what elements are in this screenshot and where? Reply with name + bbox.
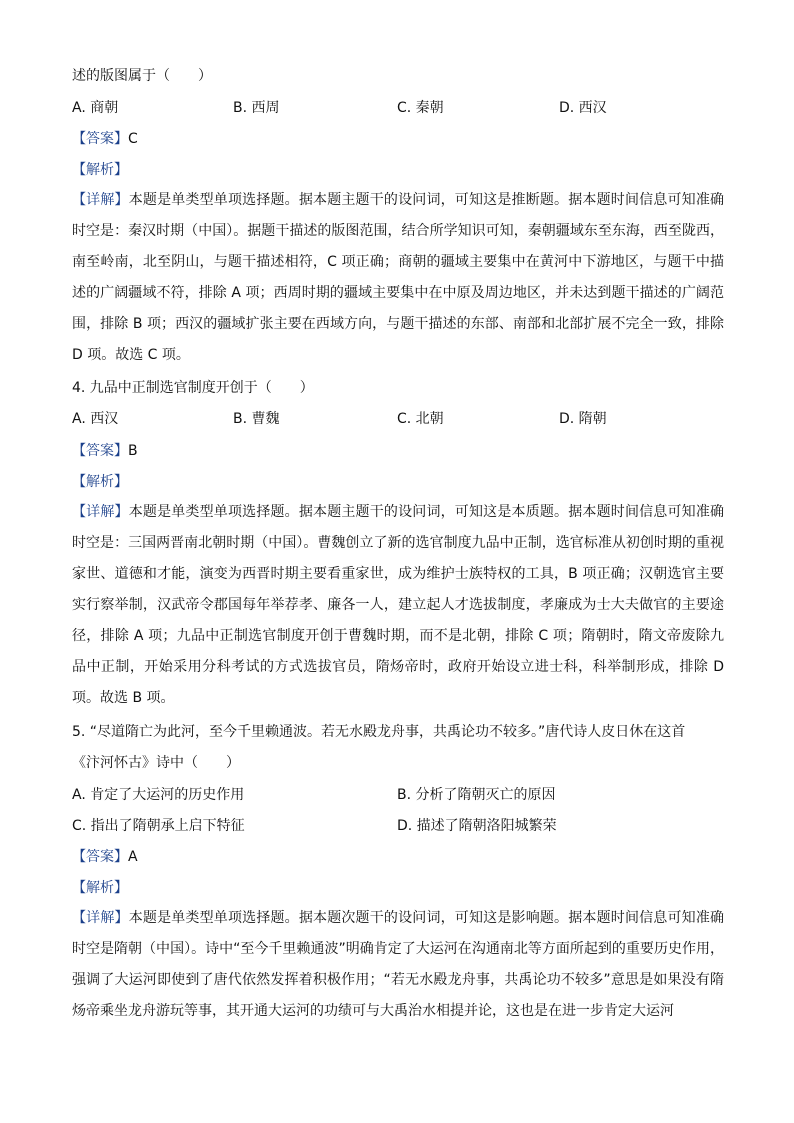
detail-label: 【详解】 [72, 910, 129, 926]
answer-label: 【答案】 [72, 131, 128, 147]
q3-analysis-label: 【解析】 [72, 162, 128, 178]
q5-stem-line2: 《汴河怀古》诗中（ ） [72, 755, 240, 771]
q5-stem-line1: 5. “尽道隋亡为此河，至今千里赖通波。若无水殿龙舟事，共禹论功不较多。”唐代诗人皮日休在这首 [72, 724, 686, 740]
q4-option-a: A. 西汉 [72, 411, 119, 427]
q5-answer [72, 847, 724, 867]
detail-label: 【详解】 [72, 504, 129, 520]
q4-answer [72, 441, 724, 461]
q3-stem-tail: 述的版图属于（ ） [72, 68, 212, 84]
answer-value: B [128, 443, 138, 459]
q5-option-b: B. 分析了隋朝灭亡的原因 [397, 787, 556, 803]
q5-option-c: C. 指出了隋朝承上启下特征 [72, 818, 245, 834]
q3-option-d: D. 西汉 [559, 100, 607, 116]
q5-option-d: D. 描述了隋朝洛阳城繁荣 [397, 818, 557, 834]
detail-label: 【详解】 [72, 192, 129, 208]
q3-detail: 【详解】本题是单类型单项选择题。据本题主题干的设问词，可知这是推断题。据本题时间信息可知准确时空是：秦汉时期（中国）。据题干描述的版图范围，结合所学知识可知，秦朝疆域东至东海，西至陇西，南至岭南，北至阴山，与题干描述相符，C 项正确；商朝的疆域主要集中在黄河中下游地区，与题干中描述的广阔疆域不符，排除 A 项；西周时期的疆域主要集中在中原及周边地区，并未达到题干描述的广阔范围，排除 B 项；西汉的疆域扩张主要在西域方向，与题干描述的东部、南部和北部扩展不完全一致，排除 D 项。故选 C 项。 [72, 192, 725, 363]
q3-option-a: A. 商朝 [72, 100, 119, 116]
q4-option-d: D. 隋朝 [559, 411, 607, 427]
q4-option-c: C. 北朝 [397, 411, 444, 427]
q5-detail: 【详解】本题是单类型单项选择题。据本题次题干的设问词，可知这是影响题。据本题时间信息可知准确时空是隋朝（中国）。诗中“至今千里赖通波”明确肯定了大运河在沟通南北等方面所起到的重要历史作用，强调了大运河即使到了唐代依然发挥着积极作用；“若无水殿龙舟事，共禹论功不较多”意思是如果没有隋炀帝乘坐龙舟游玩等事，其开通大运河的功绩可与大禹治水相提并论，这也是在进一步肯定大运河 [72, 910, 725, 1019]
q3-answer [72, 129, 724, 149]
q4-analysis-label: 【解析】 [72, 474, 128, 490]
q3-option-c: C. 秦朝 [397, 100, 444, 116]
q5-option-a: A. 肯定了大运河的历史作用 [72, 787, 245, 803]
answer-value: C [128, 131, 138, 147]
q5-analysis-label: 【解析】 [72, 880, 128, 896]
q4-detail: 【详解】本题是单类型单项选择题。据本题主题干的设问词，可知这是本质题。据本题时间信息可知准确时空是：三国两晋南北朝时期（中国）。曹魏创立了新的选官制度九品中正制，选官标准从初创时期的重视家世、道德和才能，演变为西晋时期主要看重家世，成为维护士族特权的工具，B 项正确；汉朝选官主要实行察举制，汉武帝令郡国每年举荐孝、廉各一人，建立起人才选拔制度，孝廉成为士大夫做官的主要途径，排除 A 项；九品中正制选官制度开创于曹魏时期，而不是北朝，排除 C 项；隋朝时，隋文帝废除九品中正制，开始采用分科考试的方式选拔官员，隋炀帝时，政府开始设立进士科，科举制形成，排除 D 项。故选 B 项。 [72, 504, 725, 706]
q4-option-b: B. 曹魏 [233, 411, 280, 427]
answer-label: 【答案】 [72, 849, 128, 865]
answer-label: 【答案】 [72, 443, 128, 459]
answer-value: A [128, 849, 138, 865]
q4-stem: 4. 九品中正制选官制度开创于（ ） [72, 380, 314, 396]
q3-option-b: B. 西周 [233, 100, 280, 116]
